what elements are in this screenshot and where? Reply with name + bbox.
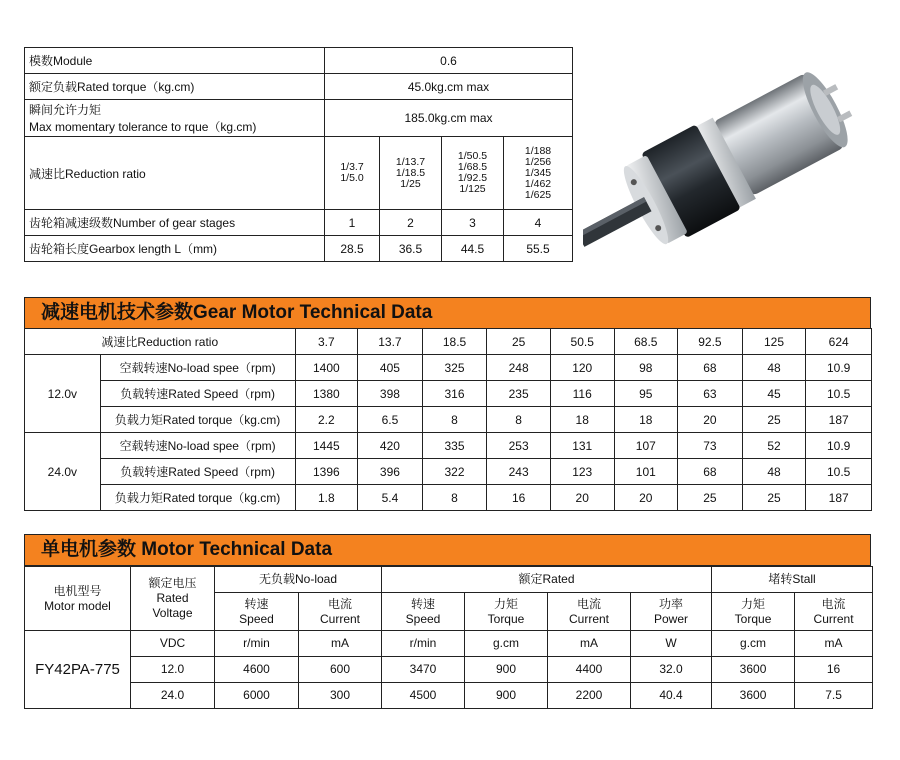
data-cell: 101 <box>614 459 678 485</box>
spec-label-en: Max momentary tolerance to rque（kg.cm) <box>29 120 257 134</box>
column-header <box>215 593 299 631</box>
table-row <box>25 381 872 407</box>
column-header-en: Speed <box>239 611 274 626</box>
data-cell: 73 <box>678 433 743 459</box>
ratio-value: 1/625 <box>524 188 552 201</box>
table-row <box>25 657 873 683</box>
column-header-en: Current <box>813 611 854 626</box>
column-header-en: Speed <box>405 611 441 626</box>
data-cell: 10.9 <box>806 355 872 381</box>
motor-header-row-1 <box>25 567 873 593</box>
spec-label <box>25 100 325 137</box>
ratio-value: 1/256 <box>524 155 552 168</box>
data-cell: 120 <box>550 355 614 381</box>
param-label: 空载转速No-load spee（rpm) <box>100 355 295 381</box>
voltage-header-en1: Rated <box>156 591 189 605</box>
data-cell: 20 <box>550 485 614 511</box>
column-header-cn: 电流 <box>576 596 601 611</box>
spec-label: 齿轮箱长度Gearbox length L（mm) <box>25 236 325 262</box>
ratio-header-value: 25 <box>487 329 551 355</box>
spec-row-rated-torque <box>25 74 573 100</box>
ratio-value: 1/92.5 <box>457 172 488 184</box>
data-cell: 6000 <box>215 683 299 709</box>
stage-value: 3 <box>442 210 504 236</box>
data-cell: 1.8 <box>295 485 358 511</box>
data-cell: 25 <box>742 485 806 511</box>
data-cell: 63 <box>678 381 743 407</box>
data-cell: 48 <box>742 459 806 485</box>
column-header-cn: 力矩 <box>741 596 766 611</box>
unit-cell: mA <box>548 631 631 657</box>
model-header-en: Motor model <box>44 598 111 613</box>
stage-value: 2 <box>380 210 442 236</box>
table-row <box>25 683 873 709</box>
ratio-header-value: 18.5 <box>422 329 487 355</box>
unit-cell: r/min <box>215 631 299 657</box>
data-cell: 420 <box>358 433 423 459</box>
data-cell: 398 <box>358 381 423 407</box>
data-cell: 1380 <box>295 381 358 407</box>
spec-row-module <box>25 48 573 74</box>
ratio-header-row <box>25 329 872 355</box>
table-row <box>25 459 872 485</box>
ratio-header-value: 3.7 <box>295 329 358 355</box>
data-cell: 2200 <box>548 683 631 709</box>
data-cell: 235 <box>487 381 551 407</box>
column-header-en: Current <box>319 611 360 626</box>
unit-cell: mA <box>795 631 873 657</box>
ratio-value: 1/5.0 <box>340 172 364 184</box>
group-header-rated: 额定Rated <box>382 567 712 593</box>
data-cell: 322 <box>422 459 487 485</box>
data-cell: 900 <box>465 683 548 709</box>
column-header <box>465 593 548 631</box>
data-cell: 68 <box>678 459 743 485</box>
voltage-value: 24.0 <box>131 683 215 709</box>
data-cell: 600 <box>299 657 382 683</box>
table-row <box>25 355 872 381</box>
data-cell: 3600 <box>712 683 795 709</box>
ratio-group-1 <box>325 137 380 210</box>
unit-cell: VDC <box>131 631 215 657</box>
column-header <box>712 593 795 631</box>
data-cell: 3470 <box>382 657 465 683</box>
column-header <box>795 593 873 631</box>
gear-motor-data-table <box>24 328 872 511</box>
ratio-group-4 <box>504 137 573 210</box>
data-cell: 8 <box>487 407 551 433</box>
ratio-header-value: 92.5 <box>678 329 743 355</box>
column-header <box>548 593 631 631</box>
column-header-cn: 力矩 <box>493 596 518 611</box>
data-cell: 52 <box>742 433 806 459</box>
voltage-header <box>131 567 215 631</box>
data-cell: 4400 <box>548 657 631 683</box>
ratio-value: 1/50.5 <box>457 150 488 162</box>
stage-value: 4 <box>504 210 573 236</box>
ratio-header-value: 68.5 <box>614 329 678 355</box>
unit-cell: r/min <box>382 631 465 657</box>
unit-cell: g.cm <box>712 631 795 657</box>
table-row <box>25 433 872 459</box>
unit-cell: W <box>631 631 712 657</box>
column-header-en: Power <box>654 611 689 626</box>
group-header-stall: 堵转Stall <box>712 567 873 593</box>
ratio-header-value: 50.5 <box>550 329 614 355</box>
data-cell: 396 <box>358 459 423 485</box>
param-label: 负载力矩Rated torque（kg.cm) <box>100 407 295 433</box>
ratio-group-2 <box>380 137 442 210</box>
voltage-value: 12.0 <box>131 657 215 683</box>
ratio-value: 1/462 <box>524 177 552 190</box>
data-cell: 8 <box>422 407 487 433</box>
data-cell: 20 <box>614 485 678 511</box>
group-header-no-load: 无负载No-load <box>215 567 382 593</box>
ratio-header-value: 13.7 <box>358 329 423 355</box>
model-header-cn: 电机型号 <box>53 583 102 598</box>
ratio-header-value: 624 <box>806 329 872 355</box>
motor-section-title: 单电机参数 Motor Technical Data <box>24 534 871 566</box>
unit-cell: mA <box>299 631 382 657</box>
param-label: 负载转速Rated Speed（rpm) <box>100 381 295 407</box>
data-cell: 98 <box>614 355 678 381</box>
data-cell: 68 <box>678 355 743 381</box>
ratio-header-value: 125 <box>742 329 806 355</box>
data-cell: 187 <box>806 407 872 433</box>
spec-label: 减速比Reduction ratio <box>25 137 325 210</box>
ratio-value: 1/345 <box>524 166 552 179</box>
data-cell: 131 <box>550 433 614 459</box>
motor-data-table <box>24 566 873 709</box>
spec-row-gear-stages <box>25 210 573 236</box>
voltage-cell: 24.0v <box>25 433 101 511</box>
length-value: 44.5 <box>442 236 504 262</box>
data-cell: 107 <box>614 433 678 459</box>
data-cell: 316 <box>422 381 487 407</box>
length-value: 28.5 <box>325 236 380 262</box>
gear-motor-section-title: 减速电机技术参数Gear Motor Technical Data <box>24 297 871 329</box>
data-cell: 16 <box>795 657 873 683</box>
column-header <box>631 593 712 631</box>
column-header-cn: 转速 <box>244 596 269 611</box>
column-header-cn: 转速 <box>410 596 435 611</box>
data-cell: 48 <box>742 355 806 381</box>
table-row <box>25 485 872 511</box>
data-cell: 2.2 <box>295 407 358 433</box>
data-cell: 300 <box>299 683 382 709</box>
spec-label-cn: 瞬间允许力矩 <box>29 103 102 117</box>
data-cell: 7.5 <box>795 683 873 709</box>
ratio-value: 1/125 <box>459 183 486 195</box>
data-cell: 1445 <box>295 433 358 459</box>
length-value: 36.5 <box>380 236 442 262</box>
column-header-cn: 电流 <box>821 596 846 611</box>
data-cell: 95 <box>614 381 678 407</box>
data-cell: 4600 <box>215 657 299 683</box>
spec-row-gearbox-length <box>25 236 573 262</box>
spec-label: 模数Module <box>25 48 325 74</box>
voltage-header-cn: 额定电压 <box>148 576 197 590</box>
data-cell: 123 <box>550 459 614 485</box>
spec-row-max-tolerance <box>25 100 573 137</box>
data-cell: 8 <box>422 485 487 511</box>
motor-model-cell: FY42PA-775 <box>25 631 131 709</box>
data-cell: 25 <box>742 407 806 433</box>
data-cell: 116 <box>550 381 614 407</box>
data-cell: 243 <box>487 459 551 485</box>
motor-unit-row <box>25 631 873 657</box>
data-cell: 5.4 <box>358 485 423 511</box>
spec-label: 额定负载Rated torque（kg.cm) <box>25 74 325 100</box>
data-cell: 325 <box>422 355 487 381</box>
param-label: 负载力矩Rated torque（kg.cm) <box>100 485 295 511</box>
stage-value: 1 <box>325 210 380 236</box>
data-cell: 187 <box>806 485 872 511</box>
ratio-value: 1/18.5 <box>395 166 426 179</box>
data-cell: 10.9 <box>806 433 872 459</box>
ratio-value: 1/3.7 <box>340 161 364 173</box>
spec-label: 齿轮箱减速级数Number of gear stages <box>25 210 325 236</box>
unit-cell: g.cm <box>465 631 548 657</box>
data-cell: 4500 <box>382 683 465 709</box>
data-cell: 32.0 <box>631 657 712 683</box>
column-header <box>299 593 382 631</box>
ratio-value: 1/188 <box>524 144 552 157</box>
spec-value: 0.6 <box>325 48 573 74</box>
column-header-en: Torque <box>487 611 525 626</box>
column-header-cn: 电流 <box>327 596 352 611</box>
data-cell: 248 <box>487 355 551 381</box>
column-header <box>382 593 465 631</box>
data-cell: 3600 <box>712 657 795 683</box>
voltage-cell: 12.0v <box>25 355 101 433</box>
gearbox-spec-table <box>24 47 573 262</box>
data-cell: 20 <box>678 407 743 433</box>
column-header-en: Torque <box>734 611 772 626</box>
ratio-group-3 <box>442 137 504 210</box>
data-cell: 6.5 <box>358 407 423 433</box>
data-cell: 335 <box>422 433 487 459</box>
data-cell: 18 <box>614 407 678 433</box>
spec-value: 45.0kg.cm max <box>325 74 573 100</box>
ratio-value: 1/13.7 <box>395 155 426 168</box>
table-row <box>25 407 872 433</box>
data-cell: 10.5 <box>806 459 872 485</box>
data-cell: 405 <box>358 355 423 381</box>
data-cell: 10.5 <box>806 381 872 407</box>
spec-row-reduction-ratio <box>25 137 573 210</box>
ratio-value: 1/68.5 <box>457 161 488 173</box>
param-label: 空载转速No-load spee（rpm) <box>100 433 295 459</box>
param-label: 负载转速Rated Speed（rpm) <box>100 459 295 485</box>
gear-motor-product-image <box>583 45 883 275</box>
data-cell: 40.4 <box>631 683 712 709</box>
length-value: 55.5 <box>504 236 573 262</box>
data-cell: 253 <box>487 433 551 459</box>
data-cell: 18 <box>550 407 614 433</box>
data-cell: 25 <box>678 485 743 511</box>
data-cell: 16 <box>487 485 551 511</box>
ratio-header-label: 减速比Reduction ratio <box>25 329 296 355</box>
column-header-en: Current <box>568 611 609 626</box>
data-cell: 1396 <box>295 459 358 485</box>
column-header-cn: 功率 <box>659 596 684 611</box>
data-cell: 900 <box>465 657 548 683</box>
ratio-value: 1/25 <box>400 177 421 190</box>
spec-value: 185.0kg.cm max <box>325 100 573 137</box>
data-cell: 45 <box>742 381 806 407</box>
data-cell: 1400 <box>295 355 358 381</box>
voltage-header-en2: Voltage <box>152 606 193 620</box>
model-header <box>25 567 131 631</box>
